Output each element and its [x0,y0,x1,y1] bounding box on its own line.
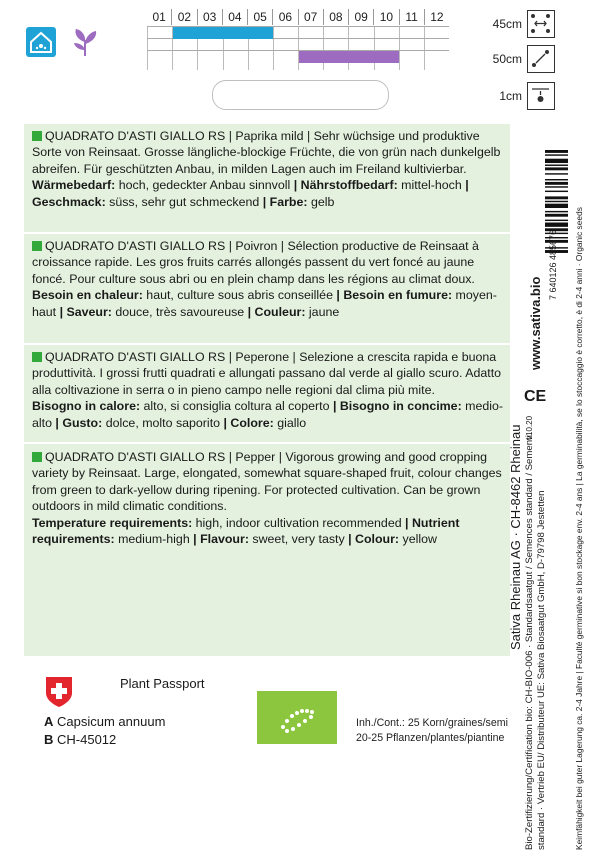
description-panel [24,124,510,656]
barcode-bar [545,196,568,199]
calendar-month: 07 [298,9,323,25]
description: | Poivron | Sélection productive de Reinsaat à croissance rapide. Les gros fruits carrés allongés passent du vert foncé au jaune foncé. Pour culture sous abri ou en plein champ dans les régions au climat doux. [32,239,479,286]
barcode-bar [545,204,568,208]
swiss-flag-icon [44,675,74,709]
description: | Pepper | Vigorous growing and good cropping variety by Reinsaat. Large, elongated, somewhat square-shaped fruit, colour changes from green to dark-yellow during ripening. For protected cultivation. Can be grown outdoors in mild climatic conditions. [32,450,502,514]
description: | Peperone | Selezione a crescita rapida e buona produttività. I grossi frutti quadrati e allungati passano dal verde al giallo scuro. Adatto alla coltivazione in serra o in pieno campo nelle regioni dal clima più mite. [32,350,502,397]
section-text [32,128,504,177]
barcode-bar [545,223,568,227]
calendar-month: 09 [348,9,373,25]
sowing-period-bar [173,27,273,39]
calendar-month: 04 [222,9,247,25]
contents-plants: 20-25 Pflanzen/plantes/piantine [356,732,505,744]
section-fr [24,238,510,320]
calendar-grid [147,26,449,70]
divider [24,232,510,234]
barcode-bar [545,214,568,217]
plant-icon [68,26,102,58]
section-text [32,349,504,398]
calendar-month: 05 [247,9,272,25]
distributor-text: standard · Vertrieb EU/ Distributeur UE: Sativa Biosaatgut GmbH, D-79798 Jestetten [536,490,547,850]
green-square-icon [32,452,42,462]
barcode-bar [545,173,568,174]
variety-title: QUADRATO D'ASTI GIALLO RS [45,129,226,143]
calendar-month: 01 [152,10,166,24]
green-square-icon [32,131,42,141]
harvest-period-bar [299,51,399,63]
calendar-month: 08 [323,9,348,25]
row-spacing-label: 45cm [492,17,522,31]
divider [24,343,510,345]
calendar-row [147,50,449,63]
barcode-bar [545,165,568,166]
barcode-bar [545,154,568,155]
greenhouse-icon [26,27,56,57]
barcode-bar [545,159,568,163]
barcode-bar [545,167,568,170]
barcode-bar [545,191,568,192]
barcode-number: 7 640126 485676 [548,229,558,300]
calendar-month: 10 [373,9,398,25]
plant-spacing-label: 50cm [492,52,522,66]
divider [24,442,510,444]
row-spacing-icon [527,10,555,38]
barcode-bar [545,211,568,212]
green-square-icon [32,241,42,251]
plant-passport-title: Plant Passport [120,676,205,691]
plant-spacing-icon [527,45,555,73]
plant-passport-a: A Capsicum annuum [44,714,166,729]
calendar-months [147,9,449,25]
sowing-calendar [147,9,449,69]
section-it [24,349,510,431]
barcode-bar [545,186,568,187]
section-text [32,449,504,515]
section-attrs: Temperature requirements: high, indoor cultivation recommended | Nutrient requirements: medium-high | Flavour: sweet, very tasty | Colour: yellow [32,515,460,547]
barcode-bar [545,220,568,221]
section-attrs: Besoin en chaleur: haut, culture sous abris conseillée | Besoin en fumure: moyen-haut | Saveur: douce, très savoureuse | Couleur: jaune [32,288,497,319]
section-attrs: Bisogno in calore: alto, si consiglia coltura al coperto | Bisogno in concime: medio-alto | Gusto: dolce, molto saporito | Colore: giallo [32,399,504,430]
eu-organic-logo [257,691,337,744]
calendar-month: 03 [197,9,222,25]
green-square-icon [32,352,42,362]
barcode-bar [545,182,568,185]
section-de [24,128,510,210]
calendar-month: 02 [171,9,196,25]
section-en [24,449,510,547]
certification-text: Bio-Zertifizierung/Certification bio: CH-BIO-006 · Standardsaatgut / Semences standard / Sementi [524,435,535,850]
germination-text: Keimfähigkeit bei guter Lagerung ca. 2-4 Jahre | Faculté germinative si bon stockage env. 2-4 ans | La germinabilità, se lo stoccaggio è corretto, è di 2-4 anni · Organic seeds [574,207,584,850]
hang-hole [212,80,389,110]
calendar-month: 12 [424,9,449,25]
plant-passport-b: B CH-45012 [44,732,117,747]
barcode-bar [545,150,568,153]
ce-mark: CE [524,388,547,405]
package-contents [356,716,508,746]
section-attrs: Wärmebedarf: hoch, gedeckter Anbau sinnvoll | Nährstoffbedarf: mittel-hoch | Geschmack: süss, sehr gut schmeckend | Farbe: gelb [32,178,469,209]
barcode-bar [545,201,568,202]
company-name: Sativa Rheinau AG · CH-8462 Rheinau [508,424,523,650]
contents-seeds: Inh./Cont.: 25 Korn/graines/semi [356,717,508,729]
website: www.sativa.bio [528,276,543,370]
section-text [32,238,504,287]
sowing-depth-label: 1cm [499,89,522,103]
variety-title: QUADRATO D'ASTI GIALLO RS [45,450,226,464]
description: | Paprika mild | Sehr wüchsige und produktive Sorte von Reinsaat. Grosse längliche-blockige Früchte, die von grün nach dunkelgelb abreifen. Für geschützten Anbau, in milden Lagen auch im Freiland kultivierbar. [32,129,501,176]
sowing-depth-icon [527,82,555,110]
variety-title: QUADRATO D'ASTI GIALLO RS [45,239,226,253]
variety-title: QUADRATO D'ASTI GIALLO RS [45,350,226,364]
calendar-month: 06 [272,9,297,25]
version-label: v10.20 [525,415,534,440]
calendar-month: 11 [399,9,424,25]
barcode-bar [545,179,568,180]
